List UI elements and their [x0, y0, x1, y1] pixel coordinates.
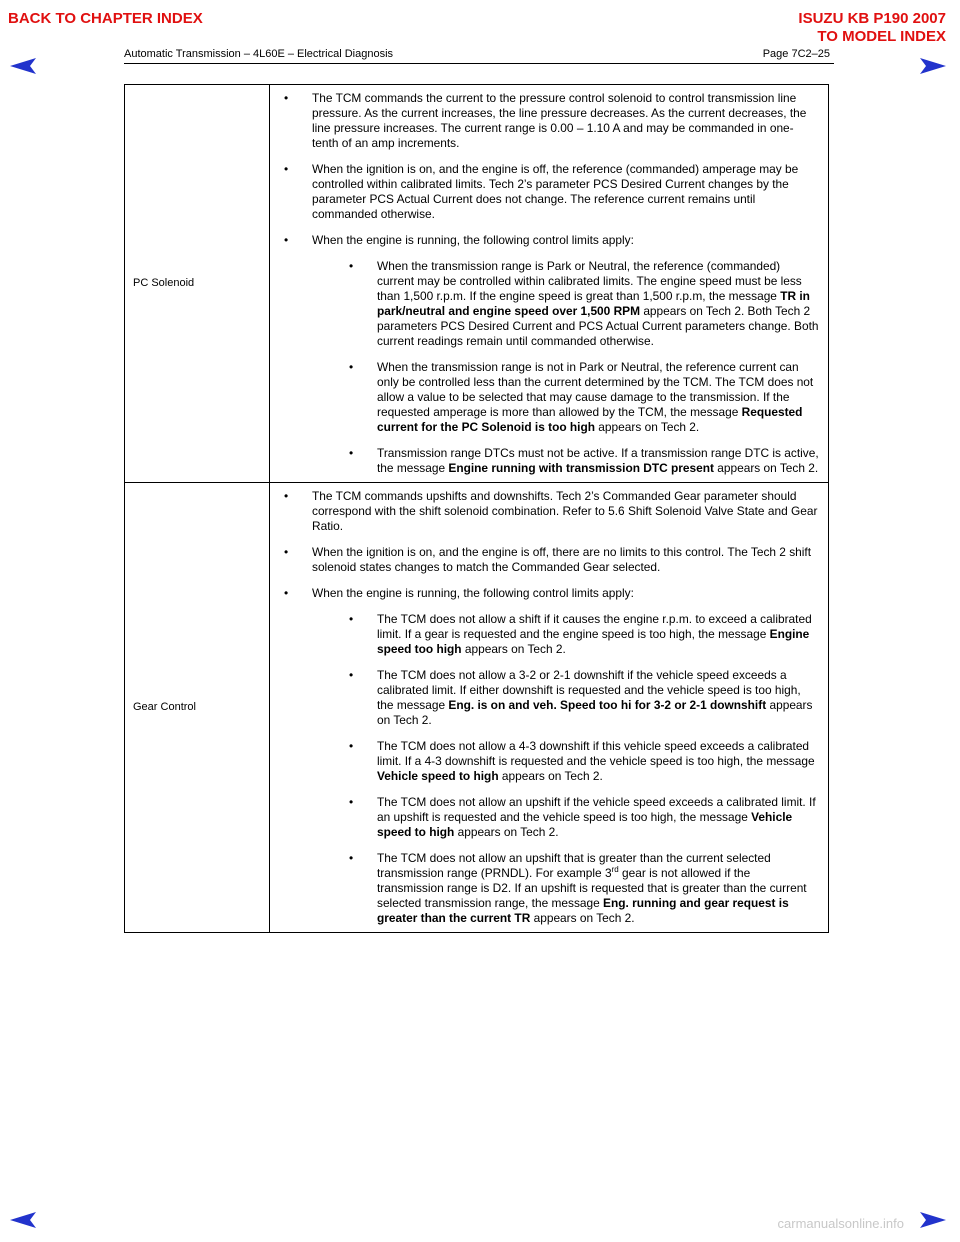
row-label: PC Solenoid	[125, 85, 270, 483]
next-page-arrow-bottom-icon[interactable]	[918, 1210, 948, 1230]
list-item: • When the ignition is on, and the engine is off, there are no limits to this control. The Tech 2 shift solenoid states changes to match the Commanded Gear selected.	[280, 545, 820, 575]
manual-title: ISUZU KB P190 2007	[798, 10, 946, 27]
sub-list-item: • The TCM does not allow a 4-3 downshift if this vehicle speed exceeds a calibrated limit. If a 4-3 downshift is requested and the vehicle speed is too high, the message Vehicle speed to high appears on Tech 2.	[312, 739, 820, 784]
list-item: • When the engine is running, the following control limits apply: • When the transmission range is Park or Neutral, the reference (commanded) current may be controlled within calibrated limits. The engine speed must be less than 1,500 r.p.m. If the engine speed is great than 1,500 r.p.m, the message TR in park/neutral and engine speed over 1,500 RPM appears on Tech 2. Both Tech 2 parameters PCS Desired Current and PCS Actual Current parameters change. Both current readings remain until commanded otherwise. • When the transmission range is not in Park or Neutral, the reference current can only be controlled less than the current determined by the TCM. The TCM does not allow a value to be selected that may cause damage to the transmission. If the requested amperage is more than allowed by the TCM, the message Requested current for the PC Solenoid is too high appears on Tech 2. • Transmission range DTCs must not be active. If a transmission range DTC is active, the message Engine running with transmission DTC present appears on Tech 2.	[280, 233, 820, 476]
sub-list-item: • The TCM does not allow a shift if it causes the engine r.p.m. to exceed a calibrated limit. If a gear is requested and the engine speed is too high, the message Engine speed too high appears on Tech 2.	[312, 612, 820, 657]
sub-list-item: • When the transmission range is Park or Neutral, the reference (commanded) current may be controlled within calibrated limits. The engine speed must be less than 1,500 r.p.m. If the engine speed is great than 1,500 r.p.m, the message TR in park/neutral and engine speed over 1,500 RPM appears on Tech 2. Both Tech 2 parameters PCS Desired Current and PCS Actual Current parameters change. Both current readings remain until commanded otherwise.	[312, 259, 820, 349]
page-number: Page 7C2–25	[762, 48, 830, 60]
sub-list-item: • The TCM does not allow an upshift if the vehicle speed exceeds a calibrated limit. If an upshift is requested and the vehicle speed is too high, the message Vehicle speed to high appears on Tech 2.	[312, 795, 820, 840]
sub-list-item: • Transmission range DTCs must not be active. If a transmission range DTC is active, the message Engine running with transmission DTC present appears on Tech 2.	[312, 446, 820, 476]
list-item: • The TCM commands the current to the pressure control solenoid to control transmission line pressure. As the current increases, the line pressure decreases. As the current decreases, the line pressure increases. The current range is 0.00 – 1.10 A and may be commanded in one-tenth of an amp increments.	[280, 91, 820, 151]
row-label: Gear Control	[125, 483, 270, 933]
sub-list-item: • The TCM does not allow an upshift that is greater than the current selected transmission range (PRNDL). For example 3rd gear is not allowed if the transmission range is D2. If an upshift is requested that is greater than the current selected transmission range, the message Eng. running and gear request is greater than the current TR appears on Tech 2.	[312, 851, 820, 926]
list-item: • When the ignition is on, and the engine is off, the reference (commanded) amperage may be controlled within calibrated limits. Tech 2’s parameter PCS Desired Current changes by the parameter PCS Actual Current does not change. The reference current remains until commanded otherwise.	[280, 162, 820, 222]
table-row	[125, 85, 829, 483]
sub-list-item: • When the transmission range is not in Park or Neutral, the reference current can only be controlled less than the current determined by the TCM. The TCM does not allow a value to be selected that may cause damage to the transmission. If the requested amperage is more than allowed by the TCM, the message Requested current for the PC Solenoid is too high appears on Tech 2.	[312, 360, 820, 435]
next-page-arrow-icon[interactable]	[918, 56, 948, 76]
list-item: • When the engine is running, the following control limits apply: • The TCM does not allow a shift if it causes the engine r.p.m. to exceed a calibrated limit. If a gear is requested and the engine speed is too high, the message Engine speed too high appears on Tech 2. • The TCM does not allow a 3-2 or 2-1 downshift if the vehicle speed exceeds a calibrated limit. If either downshift is requested and the vehicle speed is too high, the message Eng. is on and veh. Speed too hi for 3-2 or 2-1 downshift appears on Tech 2. • The TCM does not allow a 4-3 downshift if this vehicle speed exceeds a calibrated limit. If a 4-3 downshift is requested and the vehicle speed is too high, the message Vehicle speed to high appears on Tech 2. • The TCM does not allow an upshift if the vehicle speed exceeds a calibrated limit. If an upshift is requested and the vehicle speed is too high, the message Vehicle speed to high appears on Tech 2. • The TCM does not allow an upshift that is greater than the current selected transmission range (PRNDL). For example 3rd gear is not allowed if the transmission range is D2. If an upshift is requested that is greater than the current selected transmission range, the message Eng. running and gear request is greater than the current TR appears on Tech 2.	[280, 586, 820, 926]
sub-list-item: • The TCM does not allow a 3-2 or 2-1 downshift if the vehicle speed exceeds a calibrated limit. If either downshift is requested and the vehicle speed is too high, the message Eng. is on and veh. Speed too hi for 3-2 or 2-1 downshift appears on Tech 2.	[312, 668, 820, 728]
to-model-index-link[interactable]: TO MODEL INDEX	[817, 28, 946, 45]
previous-page-arrow-bottom-icon[interactable]	[8, 1210, 38, 1230]
row-description	[270, 483, 829, 933]
previous-page-arrow-icon[interactable]	[8, 56, 38, 76]
doc-title: Automatic Transmission – 4L60E – Electrical Diagnosis	[124, 48, 394, 60]
back-to-chapter-index-link[interactable]: BACK TO CHAPTER INDEX	[8, 10, 203, 27]
row-description	[270, 85, 829, 483]
list-item: • The TCM commands upshifts and downshifts. Tech 2’s Commanded Gear parameter should correspond with the shift solenoid combination. Refer to 5.6 Shift Solenoid Valve State and Gear Ratio.	[280, 489, 820, 534]
table-row	[125, 483, 829, 933]
watermark: carmanualsonline.info	[777, 1216, 904, 1231]
control-limits-table	[124, 84, 829, 933]
header-rule	[124, 63, 834, 64]
